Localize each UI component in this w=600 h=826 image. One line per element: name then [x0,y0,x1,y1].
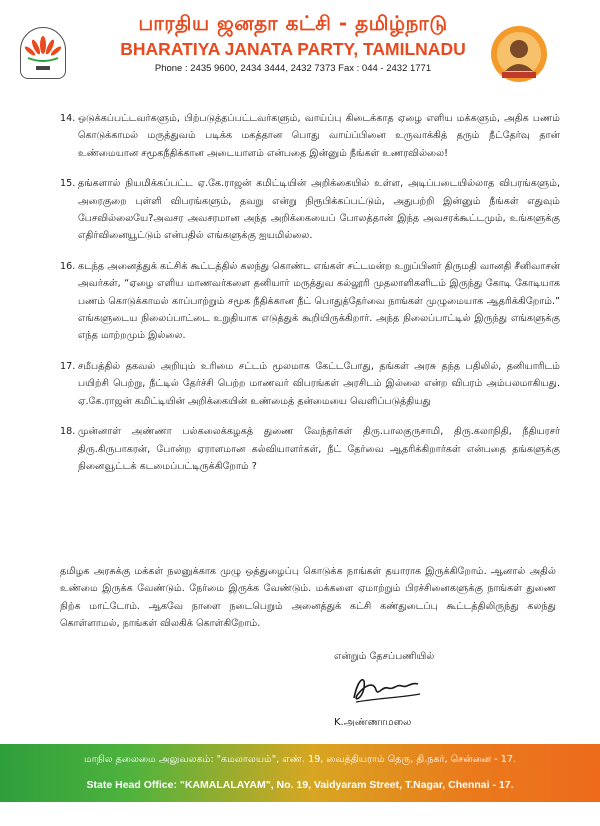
point-number: 17. [60,360,76,372]
point-18 [60,423,560,475]
handwritten-signature-icon [348,668,428,708]
point-text: தங்களால் நியமிக்கப்பட்ட ஏ.கே.ராஜன் கமிட்டியின் அறிக்கையில் உள்ள, அடிப்படையில்லாத விபரங்களும், அரைகுறை புள்ளி விபரங்களும், தவறு என்று நிரூபிக்கப்பட்டும், அதுபற்றி இன்னும் நீங்கள் எதுவும் பேசவில்லையே?அவசர அவசரமான அந்த அறிக்கையைப் போலத்தான் இந்த அவசரக்கூட்டமும், உங்களுக்கு எதிர்வினையூட்டும் என்பதில் எங்களுக்கு ஐயமில்லை. [78,178,560,242]
letterhead-text [98,10,488,76]
party-name-tamil: பாரதிய ஜனதா கட்சி - தமிழ்நாடு [138,11,448,35]
point-text: சமீபத்தில் தகவல் அறியும் உரிமை சட்டம் மூலமாக கேட்டபோது, தங்கள் அரசு தந்த பதிலில், தனியாரிடம் பயிற்சி பெற்று, நீட்டில் தேர்ச்சி பெற்ற மாணவர் விபரங்கள் அரசிடம் இல்லை என்ற விபரம் அம்பலமாகியது. ஏ.கே.ராஜன் கமிட்டியின் அறிக்கையின் உண்மைத் தன்மையை வெளிப்படுத்தியது [78,360,560,407]
closing-paragraph: தமிழக அரசுக்கு மக்கள் நலனுக்காக முழு ஒத்துழைப்பு கொடுக்க நாங்கள் தயாராக இருக்கிறோம். ஆனால் அதில் உண்மை இருக்க வேண்டும். நேர்மை இருக்க வேண்டும். மக்களை ஏமாற்றும் பிரச்சினைகளுக்கு நாங்கள் துணை நிற்க மாட்டோம். ஆகவே நாளை நடைபெறும் அனைத்துக் கட்சி கண்துடைப்பு கூட்டத்திலிருந்து கலந்து கொள்ளாமல், நாங்கள் விலகிக் கொள்கிறோம். [60,566,556,630]
leader-portrait-emblem-icon [490,25,548,83]
phone-fax-line: Phone : 2435 9600, 2434 3444, 2432 7373 Fax : 044 - 2432 1771 [154,63,432,74]
bjp-lotus-logo-icon [20,27,66,79]
point-16 [60,258,560,345]
point-number: 16. [60,260,76,272]
point-text: கடந்த அனைத்துக் கட்சிக் கூட்டத்தில் கலந்து கொண்ட எங்கள் சட்டமன்ற உறுப்பினர் திருமதி வானதி சீனிவாசன் அவர்கள், “ஏழை எளிய மாணவர்களை தனியார் மருத்துவ கல்லூரி முதலாளிகளிடம் இருந்து கோடி கோடியாக பணம் கொடுக்காமல் காப்பாற்றும் சமூக நீதிக்கான நீட் பொதுத்தேர்வை நாங்கள் முழுமையாக ஆதரிக்கிறோம்.” எங்களுடைய நிலைப்பாட்டை உறுதியாக எடுத்துக் கூறியிருக்கிறார். அந்த நிலைப்பாட்டில் இருந்து எங்களுக்கு எந்த மாற்றமும் இல்லை. [78,260,560,342]
footer-address-tamil: மாநில தலைமை அலுவலகம்: "கமலாலயம்", எண். 19, வைத்தியராம் தெரு, தி.நகர், சென்னை - 17. [83,754,517,765]
letterhead [0,0,600,92]
point-text: முன்னாள் அண்ணா பல்கலைக்கழகத் துணை வேந்தர்கள் திரு.பாலகுருசாமி, திரு.கலாநிதி, நீதியரசர் திரு.கிருபாகரன், போன்ற ஏராளமான கல்வியாளர்கள், நீட் தேர்வை ஆதரிக்கிறார்கள் என்பதை தங்களுக்கு நினைவூட்டக் கடமைப்பட்டிருக்கிறோம் ? [78,426,560,472]
numbered-points [60,110,560,488]
point-number: 14. [60,113,76,124]
point-text: ஒடுக்கப்பட்டவர்களும், பிற்படுத்தப்பட்டவர்களும், வாய்ப்பு கிடைக்காத ஏழை எளிய மக்களும், அதிக பணம் கொடுக்காமல் மருத்துவம் படிக்க மகத்தான பொது வாய்ப்பினை உருவாக்கித் தரும் நீட்தேர்வு தான் உண்மையான சமூகநீதிக்கான அடையாளம் என்பதை இன்னும் நீங்கள் உணரவில்லை! [78,113,560,159]
point-14 [60,110,560,162]
footer-address-english: State Head Office: "KAMALALAYAM", No. 19, Vaidyaram Street, T.Nagar, Chennai - 17. [86,779,514,791]
point-number: 15. [60,178,76,190]
point-17 [60,358,560,410]
signatory-name: K.அண்ணாமலை [334,717,412,728]
sign-off-line: என்றும் தேசப்பணியில் [334,651,435,662]
point-number: 18. [60,426,76,438]
party-name-english: BHARATIYA JANATA PARTY, TAMILNADU [120,39,466,59]
point-15 [60,175,560,245]
